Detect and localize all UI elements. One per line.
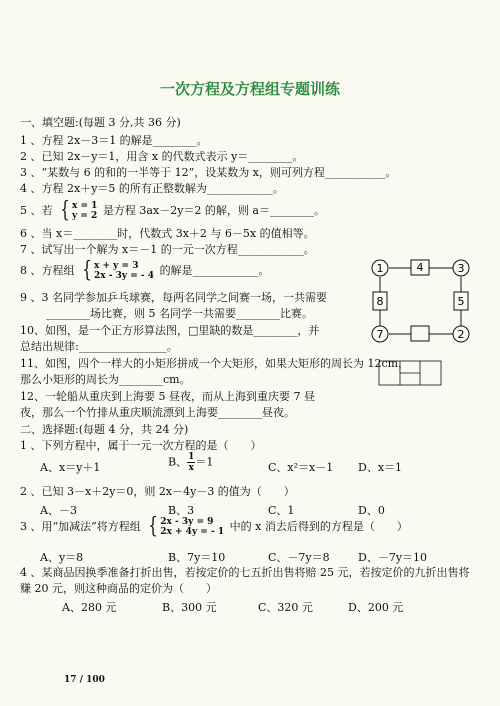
- question-2-1: 1 、下列方程中，属于一元一次方程的是（ ）: [20, 439, 262, 452]
- q5-suffix: 是方程 3ax－2y＝2 的解，则 a＝________。: [102, 204, 325, 217]
- q2-1-option-b-rhs: ＝1: [195, 455, 214, 469]
- q8-prefix: 8 、方程组: [20, 264, 75, 277]
- box-top: [411, 260, 429, 275]
- question-1-7: 7 、试写出一个解为 x＝－1 的一元一次方程____________。: [20, 243, 315, 256]
- question-1-1: 1 、方程 2x－3＝1 的解是________。: [20, 134, 208, 147]
- question-1-11a: 11、如图，四个一样大的小矩形拼成一个大矩形，如果大矩形的周长为 12cm，: [20, 357, 410, 370]
- q2-2-option-a: A、－3: [40, 504, 77, 517]
- svg-text:2: 2: [457, 328, 465, 341]
- question-2-2: 2 、已知 3－x＋2y＝0，则 2x－4y－3 的值为（ ）: [20, 485, 295, 498]
- question-1-8: [20, 260, 270, 282]
- corner-node-top-right: [453, 260, 469, 276]
- question-1-11b: 那么小矩形的周长为________cm。: [20, 373, 191, 386]
- svg-text:5: 5: [457, 295, 465, 308]
- question-1-10b: 总结出规律:________________。: [20, 340, 178, 353]
- question-1-2: 2 、已知 2x－y＝1，用含 x 的代数式表示 y＝________。: [20, 150, 304, 163]
- q2-3-equation-system: { 2x - 3y = 9 2x + 4y = - 1: [148, 514, 225, 539]
- question-1-6: 6 、当 x＝________时，代数式 3x＋2 与 6－5x 的值相等。: [20, 227, 315, 240]
- q2-4-option-b: B、300 元: [162, 601, 217, 614]
- corner-node-bottom-left: [372, 326, 388, 342]
- question-2-4b: 赚 20 元，则这种商品的定价为（ ）: [20, 582, 217, 595]
- question-1-4: 4 、方程 2x＋y＝5 的所有正整数解为____________。: [20, 182, 284, 195]
- q2-3-option-c: C、－7y＝8: [268, 551, 330, 564]
- q8-eq-2: 2x - 3y = - 4: [94, 271, 155, 281]
- q2-3-eq-2: 2x + 4y = - 1: [160, 527, 225, 537]
- worksheet-title: 一次方程及方程组专题训练: [159, 80, 340, 98]
- question-1-9b: ________场比赛，则 5 名同学一共需要________比赛。: [46, 307, 313, 320]
- svg-text:8: 8: [376, 295, 384, 308]
- q2-2-option-b: B、3: [168, 504, 195, 517]
- q2-3-suffix: 中的 x 消去后得到的方程是（ ）: [229, 520, 408, 533]
- q2-1-option-c: C、x²＝x－1: [268, 461, 334, 474]
- box-right: [454, 292, 468, 310]
- question-1-3: 3 、“某数与 6 的和的一半等于 12”，设某数为 x，则可列方程___________。: [20, 166, 397, 179]
- q2-3-option-b: B、7y＝10: [168, 551, 226, 564]
- fraction-one-over-x: $\frac{1}{x}$: [188, 452, 195, 473]
- svg-text:3: 3: [457, 262, 465, 275]
- svg-text:4: 4: [416, 261, 424, 274]
- q2-1-option-d: D、x＝1: [358, 461, 403, 474]
- q2-2-option-c: C、1: [268, 504, 295, 517]
- q2-1-option-b-label: B、: [168, 455, 188, 469]
- question-2-3: [20, 516, 408, 538]
- q5-prefix: 5 、若: [20, 204, 53, 217]
- corner-node-top-left: [372, 260, 388, 276]
- question-1-12a: 12、一轮船从重庆到上海要 5 昼夜，而从上海到重庆要 7 昼: [20, 390, 315, 403]
- q5-eq-1: x = 1: [72, 201, 98, 211]
- box-bottom-missing: [411, 326, 429, 341]
- q2-3-prefix: 3 、用“加减法”将方程组: [20, 520, 141, 533]
- question-1-5: [20, 200, 325, 222]
- square-algorithm-figure: [370, 258, 476, 346]
- q5-eq-2: y = 2: [72, 211, 98, 221]
- question-2-4a: 4 、某商品因换季准备打折出售，若按定价的七五折出售将赔 25 元，若按定价的九折出售将: [20, 566, 470, 579]
- q2-3-eq-1: 2x - 3y = 9: [160, 517, 214, 527]
- q8-suffix: 的解是____________。: [159, 264, 270, 277]
- question-1-10a: 10、如图，是一个正方形算法图，□里缺的数是________，并: [20, 324, 320, 337]
- q2-4-option-c: C、320 元: [258, 601, 313, 614]
- section2-heading: 二、选择题:(每题 4 分，共 24 分): [20, 423, 189, 436]
- page-number: 17 / 100: [64, 675, 105, 685]
- svg-text:1: 1: [376, 262, 384, 275]
- svg-text:7: 7: [376, 328, 384, 341]
- rectangles-figure: [378, 360, 442, 386]
- q2-3-option-a: A、y＝8: [40, 551, 84, 564]
- q2-4-option-a: A、280 元: [62, 601, 117, 614]
- corner-node-bottom-right: [453, 326, 469, 342]
- box-left: [373, 292, 387, 310]
- question-1-9a: 9 、3 名同学参加乒乓球赛，每两名同学之间赛一场，一共需要: [20, 291, 327, 304]
- question-1-12b: 夜，那么一个竹排从重庆顺流漂到上海要________昼夜。: [20, 406, 295, 419]
- q5-equation-system: { x = 1 y = 2: [60, 198, 98, 223]
- q2-1-option-b: [168, 452, 213, 473]
- q8-equation-system: { x + y = 3 2x - 3y = - 4: [82, 258, 155, 283]
- q2-1-option-a: A、x＝y＋1: [40, 461, 101, 474]
- section1-heading: 一、填空题:(每题 3 分,共 36 分): [20, 116, 181, 129]
- q2-4-option-d: D、200 元: [348, 601, 404, 614]
- q2-2-option-d: D、0: [358, 504, 385, 517]
- q8-eq-1: x + y = 3: [94, 261, 139, 271]
- q2-3-option-d: D、－7y＝10: [358, 551, 428, 564]
